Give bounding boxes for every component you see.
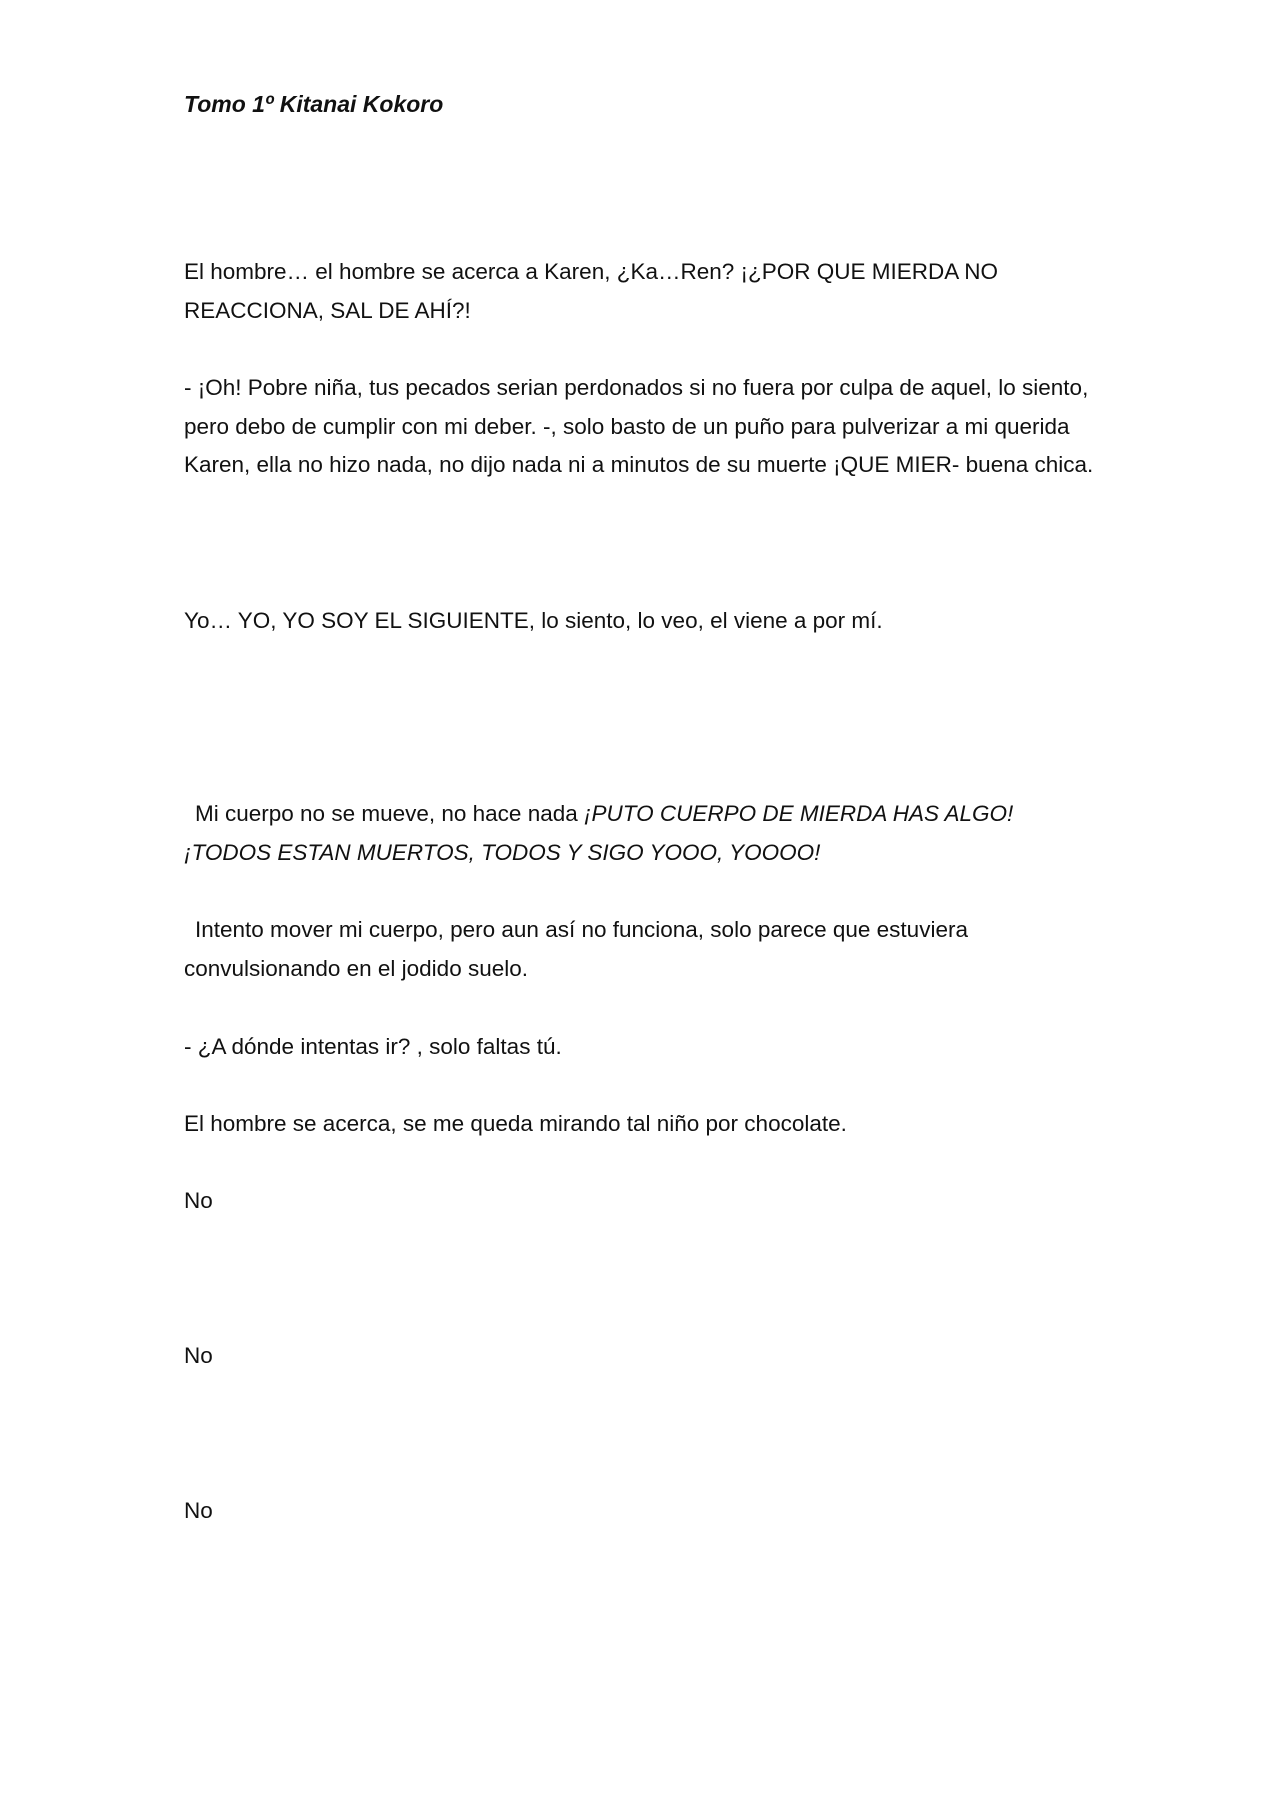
paragraph-7: El hombre se acerca, se me queda mirando tal niño por chocolate. bbox=[184, 1111, 847, 1136]
paragraph-4 bbox=[184, 795, 1104, 872]
paragraph-8: No bbox=[184, 1188, 213, 1213]
document-header: Tomo 1º Kitanai Kokoro bbox=[184, 91, 444, 117]
paragraph-4-italic: ¡PUTO CUERPO DE MIERDA HAS ALGO! ¡TODOS ESTAN MUERTOS, TODOS Y SIGO YOOO, YOOOO! bbox=[184, 801, 1014, 865]
paragraph-5 bbox=[184, 911, 1104, 988]
paragraph-5-text: Intento mover mi cuerpo, pero aun así no funciona, solo parece que estuviera convulsionando en el jodido suelo. bbox=[184, 917, 968, 981]
paragraph-4-plain: Mi cuerpo no se mueve, no hace nada bbox=[195, 801, 584, 826]
paragraph-6: - ¿A dónde intentas ir? , solo faltas tú. bbox=[184, 1034, 562, 1059]
paragraph-3: Yo… YO, YO SOY EL SIGUIENTE, lo siento, lo veo, el viene a por mí. bbox=[184, 608, 883, 633]
paragraph-9: No bbox=[184, 1343, 213, 1368]
paragraph-10: No bbox=[184, 1498, 213, 1523]
paragraph-1: El hombre… el hombre se acerca a Karen, ¿Ka…Ren? ¡¿POR QUE MIERDA NO REACCIONA, SAL DE AHÍ?! bbox=[184, 259, 999, 323]
paragraph-2: - ¡Oh! Pobre niña, tus pecados serian perdonados si no fuera por culpa de aquel, lo siento, pero debo de cumplir con mi deber. -, solo basto de un puño para pulverizar a mi querida Karen, ella no hizo nada, no dijo nada ni a minutos de su muerte ¡QUE MIER- buena chica. bbox=[184, 375, 1094, 477]
